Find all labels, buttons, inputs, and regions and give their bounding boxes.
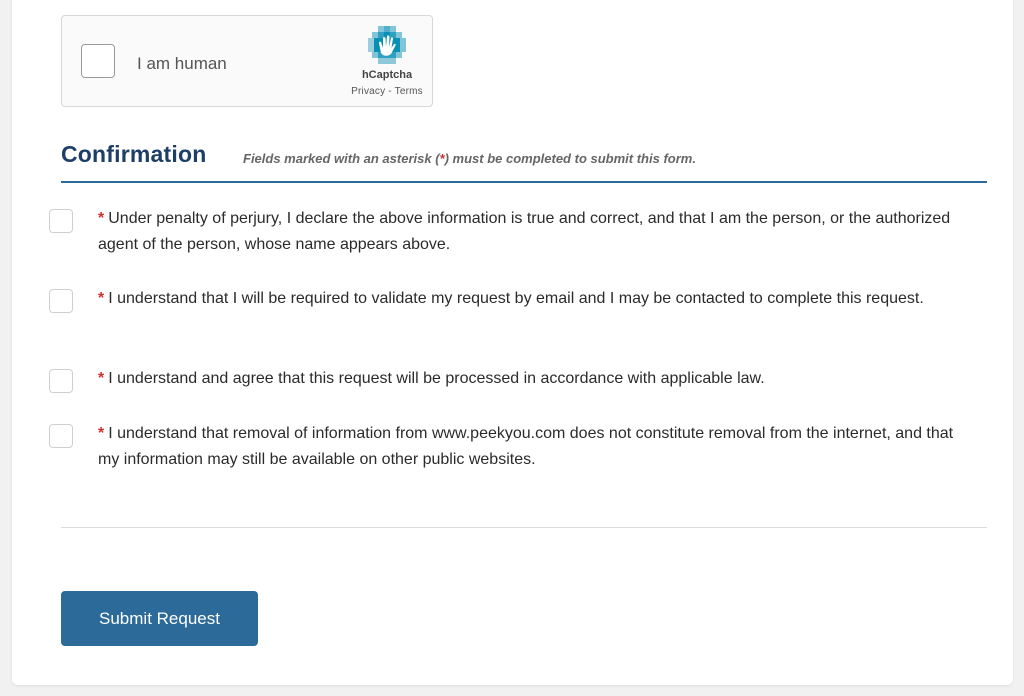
note-asterisk: * [439,151,445,166]
confirmation-text [98,366,978,392]
form-card [12,0,1013,685]
captcha-links [332,86,442,97]
hcaptcha-widget [61,15,433,107]
captcha-privacy-link[interactable]: Privacy [351,86,386,97]
captcha-label: I am human [137,54,227,73]
captcha-checkbox[interactable] [81,44,115,78]
confirmation-statement: I understand that removal of information from www.peekyou.com does not constitute removal from the internet, and that my information may still be available on other public websites. [98,425,954,468]
submit-request-button[interactable]: Submit Request [61,591,258,646]
confirmation-checkbox[interactable] [49,289,73,313]
captcha-link-separator: - [385,86,395,97]
note-prefix: Fields marked with an asterisk ( [243,151,440,166]
section-title: Confirmation [61,141,207,167]
required-asterisk: * [98,370,105,387]
hcaptcha-brand: hCaptcha [361,69,413,81]
confirmation-statement: I understand and agree that this request will be processed in accordance with applicable law. [108,370,765,387]
required-asterisk: * [98,425,105,442]
confirmation-text [98,286,978,312]
form-divider [61,527,987,528]
required-asterisk: * [98,290,105,307]
confirmation-statement: Under penalty of perjury, I declare the above information is true and correct, and that I am the person, or the authorized agent of the person, whose name appears above. [98,210,951,253]
required-asterisk: * [98,210,105,227]
confirmation-checkbox[interactable] [49,424,73,448]
required-fields-note [243,151,696,166]
note-suffix: ) must be completed to submit this form. [444,151,696,166]
confirmation-text [98,421,978,473]
captcha-terms-link[interactable]: Terms [394,86,423,97]
confirmation-statement: I understand that I will be required to validate my request by email and I may be contacted to complete this request. [108,290,924,307]
hcaptcha-hand-icon [368,26,406,64]
confirmation-checkbox[interactable] [49,209,73,233]
confirmation-checkbox[interactable] [49,369,73,393]
confirmation-text [98,206,978,258]
section-divider [61,181,987,183]
